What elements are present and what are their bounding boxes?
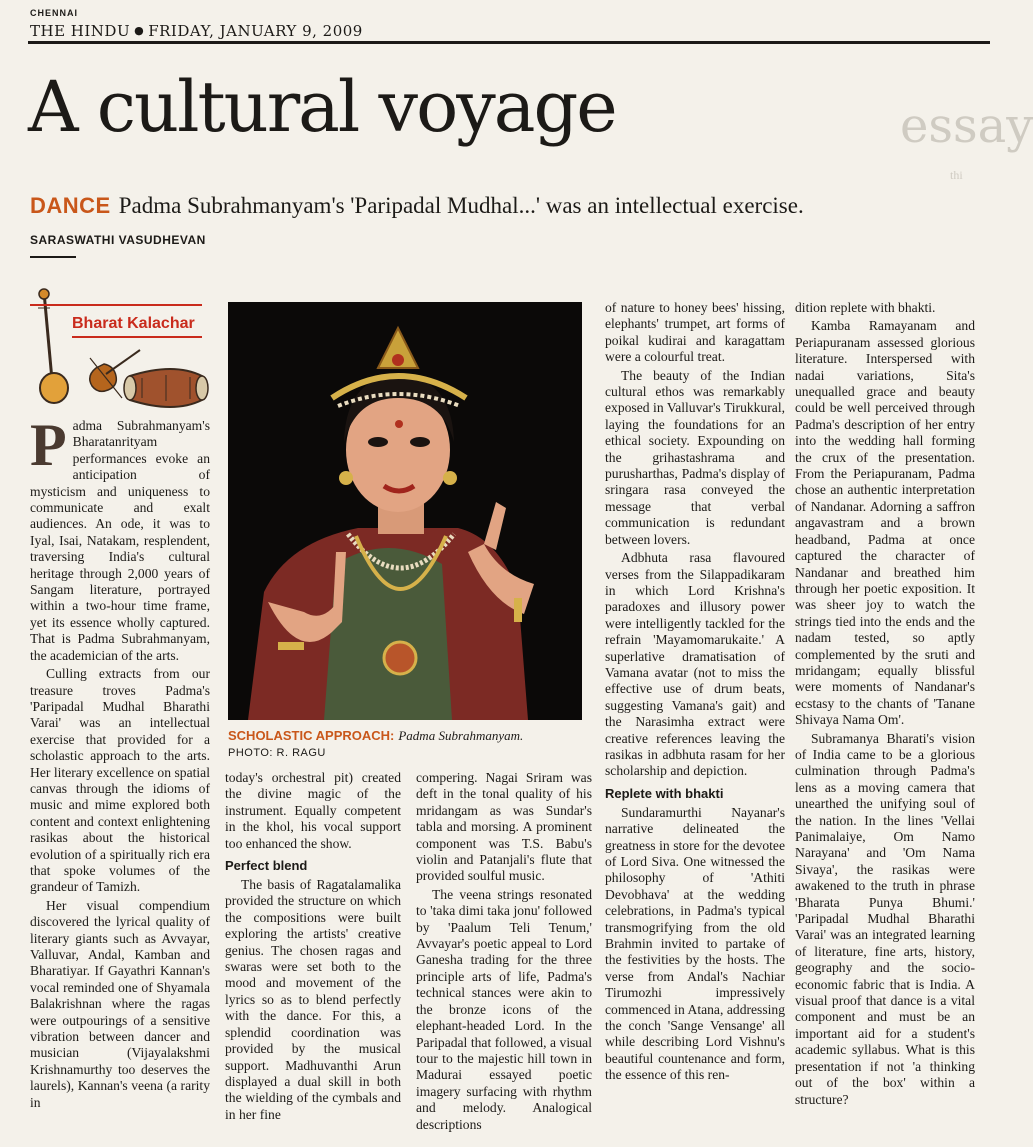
separator-dot: ● <box>134 24 145 37</box>
photo-credit: PHOTO: R. RAGU <box>228 747 326 759</box>
brand-rule-top <box>30 304 202 306</box>
paragraph-7: The veena strings resonated to 'taka dimi taka jonu' followed by 'Paalum Teli Tenum,' Avvayar's poetic appeal to Lord Ganesha trading for the three principle arts of life, Padma's technical stances were akin to the bronze icons of the elephant-headed Lord. In the Paripadal that followed, a visual tour to the majestic hill town in Madurai essayed poetic imagery surfacing with rhythm and melody. Analogical descriptions <box>416 886 592 1132</box>
masthead <box>30 22 363 40</box>
mridangam-icon <box>124 369 208 407</box>
paragraph-4: today's orchestral pit) created the divine magic of the instrument. Equally competent in the khol, his vocal support too enhanced the show. <box>225 770 401 851</box>
subhead-replete-with-bhakti: Replete with bhakti <box>605 785 724 801</box>
paragraph-2: Culling extracts from our treasure troves Padma's 'Paripadal Mudhal Bharathi Varai' was an intellectual exercise that provided for a scholastic approach to the arts. Her literary excellence on spatial canvas through the idioms of music and mime explored both content and context enlightening rasikas about the historical evolution of a spiritually rich era that spoke volumes of the grandeur of Tamizh. <box>30 666 210 895</box>
paper-name: THE HINDU <box>30 22 131 40</box>
subhead-perfect-blend: Perfect blend <box>225 858 308 874</box>
paragraph-3: Her visual compendium discovered the lyrical quality of literary giants such as Avvayar, Valluvar, Andal, Kamban and Bharatiyar. If Gayathri Kannan's vocal reminded one of Shyamala Balakrishnan where the ragas were outpourings of a sensitive vibration between dancer and musician (Vijayalakshmi Krishnamurthy too deserves the laurels), Kannan's veena (a rarity in <box>30 897 210 1110</box>
paragraph-10: Adbhuta rasa flavoured verses from the Silappadikaram in which Lord Krishna's paradoxes and illusory power were intelligently tackled for the refrain 'Mayamomarukaite.' A superlative dramatisation of Vamana avatar (not to miss the effective use of drum beats, suggesting Vamana's gait) and the Narasimha extract were creative references leaving the rasikas in adbhuta rasam for her scholarship and depiction. <box>605 550 785 779</box>
veena-icon <box>38 289 68 403</box>
caption-text: Padma Subrahmanyam. <box>398 728 524 743</box>
paragraph-6: compering. Nagai Sriram was deft in the tonal quality of his mridangam as was Sundar's tabla and morsing. A prominent component was T.S. Babu's violin and Patanjali's flute that provided soulful music. <box>416 770 592 884</box>
paragraph-14: Subramanya Bharati's vision of India came to be a glorious culmination through Padma's lens as a moving camera that unearthed the unifying soul of the nation. In the lines 'Vellai Panimalaiye, Om Namo Narayana' and 'Om Nama Sivaya', the rasikas were awakened to the truth in phrase 'Bharata Punya Bhumi.' 'Paripadal Mudhal Bharathi Varai' was an integrated learning of literature, fine arts, history, geography and the socio-economic fabric that is India. A visual proof that dance is a vital component and must be an important aid for a student's academic syllabus. What is this presentation if not 'a thinking out of the box' within a structure? <box>795 730 975 1107</box>
byline-rule <box>30 256 76 258</box>
brand-rule-bottom <box>72 336 202 338</box>
headline: A cultural voyage <box>28 66 616 148</box>
caption-lead: SCHOLASTIC APPROACH: <box>228 728 395 743</box>
dancer-photo <box>228 302 582 720</box>
adjacent-page-bleed-small: thi <box>950 168 963 182</box>
paragraph-5: The basis of Ragatalamalika provided the structure on which the compositions were built exploring the artists' creative genius. The chosen ragas and swaras were set both to the mood and movement of the lyrics so as to blend perfectly with the dance. For this, a splendid coordination was provided by the musical support. Madhuvanthi Arun displayed a dual skill in both the wielding of the cymbals and in her fine <box>225 877 401 1122</box>
article-column-5 <box>795 300 975 1140</box>
paragraph-8: of nature to honey bees' hissing, elephants' trumpet, art forms of poikal kudirai and karagattam were a colourful treat. <box>605 300 785 365</box>
adjacent-page-bleed: essay <box>900 98 1033 154</box>
paragraph-11: Sundaramurthi Nayanar's narrative delineated the greatness in store for the devotee of Lord Siva. One witnessed the philosophy of 'Athiti Devobhava' at the wedding celebrations, in Padma's typical transmogrifying from the old Brahmin invited to partake of the festivities by the hosts. The verse from Andal's Nachiar Tirumozhi impressively commenced in Atana, addressing the conch 'Sange Vensange' all while describing Lord Vishnu's beautiful countenance and form, the essence of this ren- <box>605 804 785 1083</box>
section-kicker: DANCE <box>30 193 111 218</box>
article-column-4 <box>605 300 785 1140</box>
byline: SARASWATHI VASUDHEVAN <box>30 233 206 247</box>
article-column-2 <box>225 770 401 1140</box>
photo-caption <box>228 728 523 744</box>
paragraph-9: The beauty of the Indian cultural ethos was remarkably exposed in Valluvar's Tirukkural, laying the foundations for an ethical society. Expounding on the grihastashrama and purusharthas, Padma's display of sringara rasa conveyed the message that verbal communication is redundant between lovers. <box>605 367 785 547</box>
paragraph-12: dition replete with bhakti. <box>795 300 936 315</box>
column-brand: Bharat Kalachar <box>72 315 195 332</box>
masthead-rule <box>28 41 990 44</box>
article-column-3 <box>416 770 592 1140</box>
issue-date: FRIDAY, JANUARY 9, 2009 <box>148 22 363 40</box>
dropcap: P <box>30 412 67 478</box>
edition-label: CHENNAI <box>30 8 79 18</box>
deck-text: Padma Subrahmanyam's 'Paripadal Mudhal...' was an intellectual exercise. <box>118 193 804 218</box>
paragraph-1: adma Subrahmanyam's Bharatanrityam performances evoke an anticipation of mysticism and uniqueness to communicate and exalt audiences. An ode, it was to Iyal, Isai, Natakam, resplendent, traversing India's cultural heritage through 2,000 years of Sangam literature, portrayed within a two-hour time frame, yet its essence wholly captured. That is Padma Subrahmanyam, the academician of the arts. <box>30 418 210 663</box>
lead-paragraph <box>30 412 210 664</box>
paragraph-13: Kamba Ramayanam and Periapuranam assessed glorious literature. Interspersed with nadai variations, Sita's unequalled grace and beauty could be well perceived through Padma's description of her entry into the wedding hall forming the crux of the presentation. From the Periapuranam, Padma chose an authentic interpretation of Nandanar. Adorning a saffron angavastram and a brown headband, Padma at once captured the character of Nandanar and breathed him through her poetic exposition. It was sheer joy to watch the strings tied into the ends and the nadam tested, so aptly complemented by the sruti and mridangam; equally blissful were moments of Nandanar's ecstasy to the chants of 'Tanane Shivaya Nama Om'. <box>795 318 975 728</box>
article-column-1 <box>30 412 210 1130</box>
deck <box>30 193 804 219</box>
